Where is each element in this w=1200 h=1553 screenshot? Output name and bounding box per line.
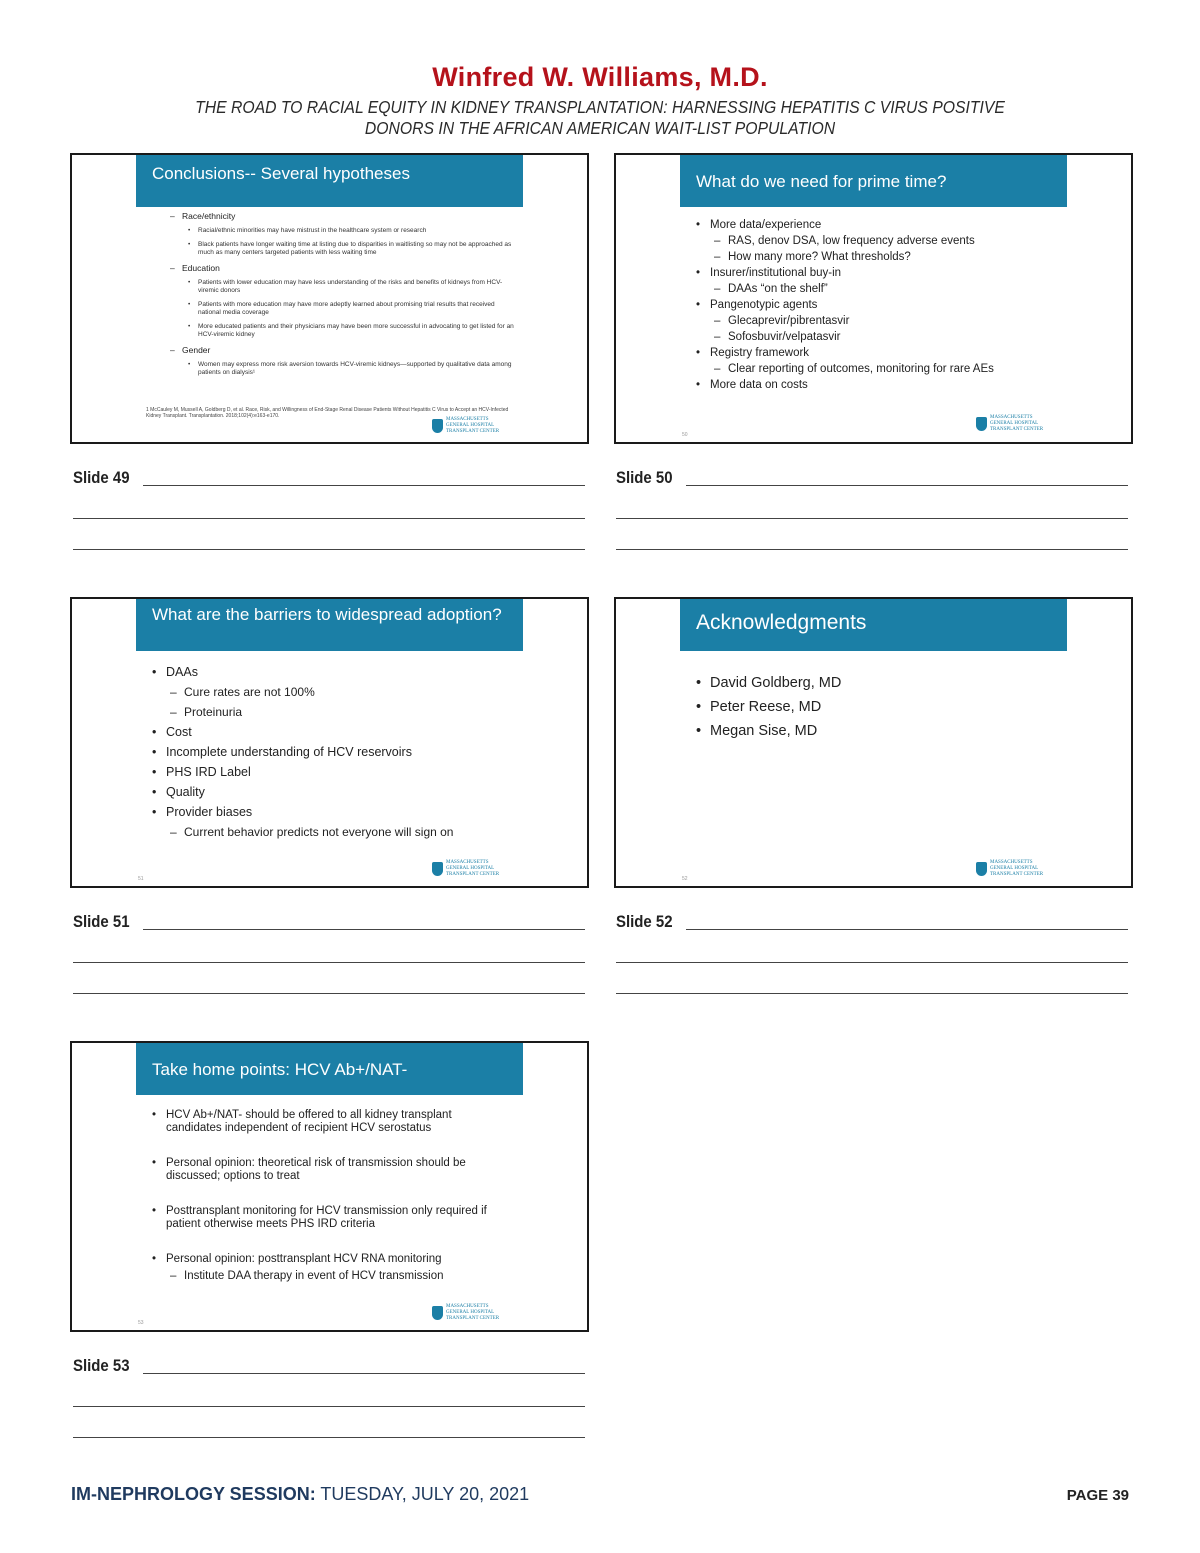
slide-page-number: 50 [682,432,688,438]
section-heading: – Gender [168,345,517,355]
slide-body [152,665,567,843]
slide-page-number: 51 [138,876,144,882]
hospital-logo: MASSACHUSETTS GENERAL HOSPITAL TRANSPLANT CENTER [976,858,1054,880]
bullet: • David Goldberg, MD [696,675,1111,691]
talk-title: THE ROAD TO RACIAL EQUITY IN KIDNEY TRANSPLANTATION: HARNESSING HEPATITIS C VIRUS POSITIVE DONORS IN THE AFRICAN AMERICAN WAIT-LIST POPULATION [195,97,1005,138]
slide-49 [70,153,589,444]
hospital-logo: MASSACHUSETTS GENERAL HOSPITAL TRANSPLANT CENTER [432,415,510,437]
sub-bullet: – Clear reporting of outcomes, monitoring for rare AEs [696,363,1111,375]
bullet: • Cost [152,725,567,739]
sub-bullet: – Sofosbuvir/velpatasvir [696,331,1111,343]
slide-label: Slide 50 [616,468,673,487]
bullet: • Personal opinion: theoretical risk of transmission should be discussed; options to treat [152,1157,487,1183]
sub-bullet: – Cure rates are not 100% [152,685,567,699]
bullet: • Insurer/institutional buy-in [696,267,1111,279]
list-item: • Black patients have longer waiting time at listing due to disparities in waitlisting so may not be approached as much as many centers targeted patients with less waiting time [168,241,517,258]
slide-title: Acknowledgments [680,599,1067,651]
slide-title: Conclusions-- Several hypotheses [136,155,523,207]
slide-reference: 1 McCauley M, Mussell A, Goldberg D, et al. Race, Risk, and Willingness of End-Stage Renal Disease Patients Without Hepatitis C Virus to Accept an HCV-Infected Kidney Transplant. Transplantation. 2018;102(4):e163-e170. [146,407,509,419]
slide-label: Slide 53 [73,1356,130,1375]
shield-icon [432,419,443,433]
slide-label: Slide 49 [73,468,130,487]
shield-icon [432,1306,443,1320]
slide-label: Slide 52 [616,912,673,931]
bullet: • More data/experience [696,219,1111,231]
list-item: • Patients with more education may have more adeptly learned about promising trial results that received national media coverage [168,301,517,318]
slide-page-number: 53 [138,1320,144,1326]
notes-slide-52 [616,910,1128,994]
list-item: • More educated patients and their physicians may have been more successful in advocating to get listed for an HCV-viremic kidney [168,323,517,340]
slide-body [152,1109,487,1286]
bullet: • Megan Sise, MD [696,723,1111,739]
shield-icon [976,862,987,876]
slide-51 [70,597,589,888]
slide-53 [70,1041,589,1332]
bullet: • Incomplete understanding of HCV reservoirs [152,745,567,759]
hospital-logo: MASSACHUSETTS GENERAL HOSPITAL TRANSPLANT CENTER [432,1302,510,1324]
bullet: • PHS IRD Label [152,765,567,779]
shield-icon [976,417,987,431]
sub-bullet: – Glecaprevir/pibrentasvir [696,315,1111,327]
slide-body [696,219,1111,395]
slide-title: Take home points: HCV Ab+/NAT- [136,1043,523,1095]
notes-slide-53 [73,1354,585,1438]
notes-slide-51 [73,910,585,994]
sub-bullet: – Institute DAA therapy in event of HCV transmission [152,1270,487,1282]
bullet: • Peter Reese, MD [696,699,1111,715]
list-item: • Patients with lower education may have less understanding of the risks and benefits of kidneys from HCV-viremic donors [168,279,517,296]
bullet: • Posttransplant monitoring for HCV transmission only required if patient otherwise meets PHS IRD criteria [152,1205,487,1231]
bullet: • DAAs [152,665,567,679]
list-item: • Women may express more risk aversion towards HCV-viremic kidneys—supported by qualitative data among patients on dialysis¹ [168,361,517,378]
bullet: • Pangenotypic agents [696,299,1111,311]
sub-bullet: – Proteinuria [152,705,567,719]
sub-bullet: – Current behavior predicts not everyone will sign on [152,825,567,839]
sub-bullet: – How many more? What thresholds? [696,251,1111,263]
bullet: • Registry framework [696,347,1111,359]
slide-label: Slide 51 [73,912,130,931]
hospital-logo: MASSACHUSETTS GENERAL HOSPITAL TRANSPLANT CENTER [432,858,510,880]
slide-page-number: 52 [682,876,688,882]
bullet: • Personal opinion: posttransplant HCV RNA monitoring [152,1253,487,1266]
bullet: • Provider biases [152,805,567,819]
slide-body [696,675,1111,747]
bullet: • Quality [152,785,567,799]
page-number: PAGE 39 [1066,1487,1129,1504]
slide-body [168,211,517,383]
slide-52 [614,597,1133,888]
page-footer [71,1484,1129,1505]
session-info: IM-NEPHROLOGY SESSION: TUESDAY, JULY 20, 2021 [71,1484,530,1504]
speaker-name: Winfred W. Williams, M.D. [432,62,768,92]
hospital-logo: MASSACHUSETTS GENERAL HOSPITAL TRANSPLANT CENTER [976,413,1054,435]
sub-bullet: – RAS, denov DSA, low frequency adverse events [696,235,1111,247]
notes-slide-49 [73,466,585,550]
slide-50 [614,153,1133,444]
bullet: • More data on costs [696,379,1111,391]
sub-bullet: – DAAs “on the shelf” [696,283,1111,295]
document-header [0,62,1200,139]
shield-icon [432,862,443,876]
list-item: • Racial/ethnic minorities may have mistrust in the healthcare system or research [168,227,517,236]
notes-slide-50 [616,466,1128,550]
slide-title: What do we need for prime time? [680,155,1067,207]
section-heading: – Race/ethnicity [168,211,517,221]
section-heading: – Education [168,263,517,273]
bullet: • HCV Ab+/NAT- should be offered to all kidney transplant candidates independent of recipient HCV serostatus [152,1109,487,1135]
slide-title: What are the barriers to widespread adoption? [136,599,523,651]
